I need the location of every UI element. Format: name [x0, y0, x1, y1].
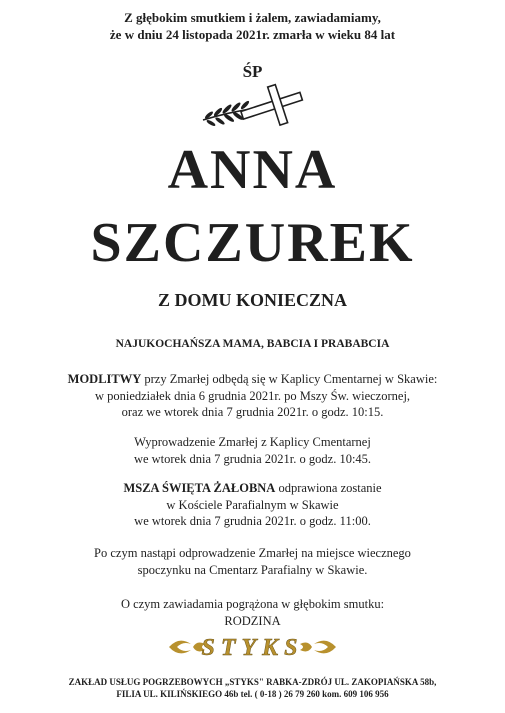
cross-with-palm-icon — [199, 82, 309, 132]
sp-label: ŚP — [242, 62, 263, 81]
mass-section — [0, 480, 505, 530]
mass-line-1-rest: odprawiona zostanie — [275, 481, 382, 495]
prayers-heading: MODLITWY — [67, 372, 142, 386]
prayers-line-3: oraz we wtorek dnia 7 grudnia 2021r. o godz. 10:15. — [121, 405, 384, 419]
departure-line-1: Wyprowadzenie Zmarłej z Kaplicy Cmentarnej — [134, 435, 371, 449]
prayers-section — [0, 371, 505, 421]
burial-line-2: spoczynku na Cmentarz Parafialny w Skawie. — [137, 562, 368, 577]
footer-line-2: FILIA UL. KILIŃSKIEGO 46b tel. ( 0-18 ) 26 79 260 kom. 609 106 956 — [116, 689, 389, 699]
closing-signature: RODZINA — [224, 613, 281, 628]
mass-heading: MSZA ŚWIĘTA ŻAŁOBNA — [123, 481, 276, 495]
logo-text: STYKS — [201, 635, 304, 661]
departure-line-2: we wtorek dnia 7 grudnia 2021r. o godz. 10:45. — [133, 451, 372, 466]
prayers-line-1-rest: przy Zmarłej odbędą się w Kaplicy Cmentarnej w Skawie: — [141, 372, 438, 386]
intro-line-1: Z głębokim smutkiem i żalem, zawiadamiamy, — [124, 10, 381, 25]
mass-line-2: w Kościele Parafialnym w Skawie — [166, 497, 339, 512]
last-name: SZCZUREK — [90, 212, 415, 274]
closing-section — [0, 596, 505, 629]
styks-logo — [165, 632, 340, 662]
intro-line-2: że w dniu 24 listopada 2021r. zmarła w wieku 84 lat — [109, 27, 396, 42]
funeral-home-footer — [0, 676, 505, 700]
first-name: ANNA — [167, 139, 338, 201]
prayers-line-2: w poniedziałek dnia 6 grudnia 2021r. po Mszy Św. wieczornej, — [94, 388, 411, 403]
closing-line-1: O czym zawiadamia pogrążona w głębokim smutku: — [120, 597, 385, 611]
prayers-line-1 — [0, 371, 505, 388]
mass-line-1 — [0, 480, 505, 497]
family-relation: NAJUKOCHAŃSZA MAMA, BABCIA I PRABABCIA — [115, 338, 390, 350]
intro-text — [0, 9, 505, 43]
footer-line-1: ZAKŁAD USŁUG POGRZEBOWYCH „STYKS" RABKA-ZDRÓJ UL. ZAKOPIAŃSKA 58b, — [68, 677, 437, 687]
burial-section — [0, 545, 505, 578]
mass-line-3: we wtorek dnia 7 grudnia 2021r. o godz. 11:00. — [134, 514, 371, 528]
departure-section — [0, 434, 505, 467]
burial-line-1: Po czym nastąpi odprowadzenie Zmarłej na miejsce wiecznego — [94, 546, 411, 560]
maiden-name: Z DOMU KONIECZNA — [157, 290, 347, 310]
